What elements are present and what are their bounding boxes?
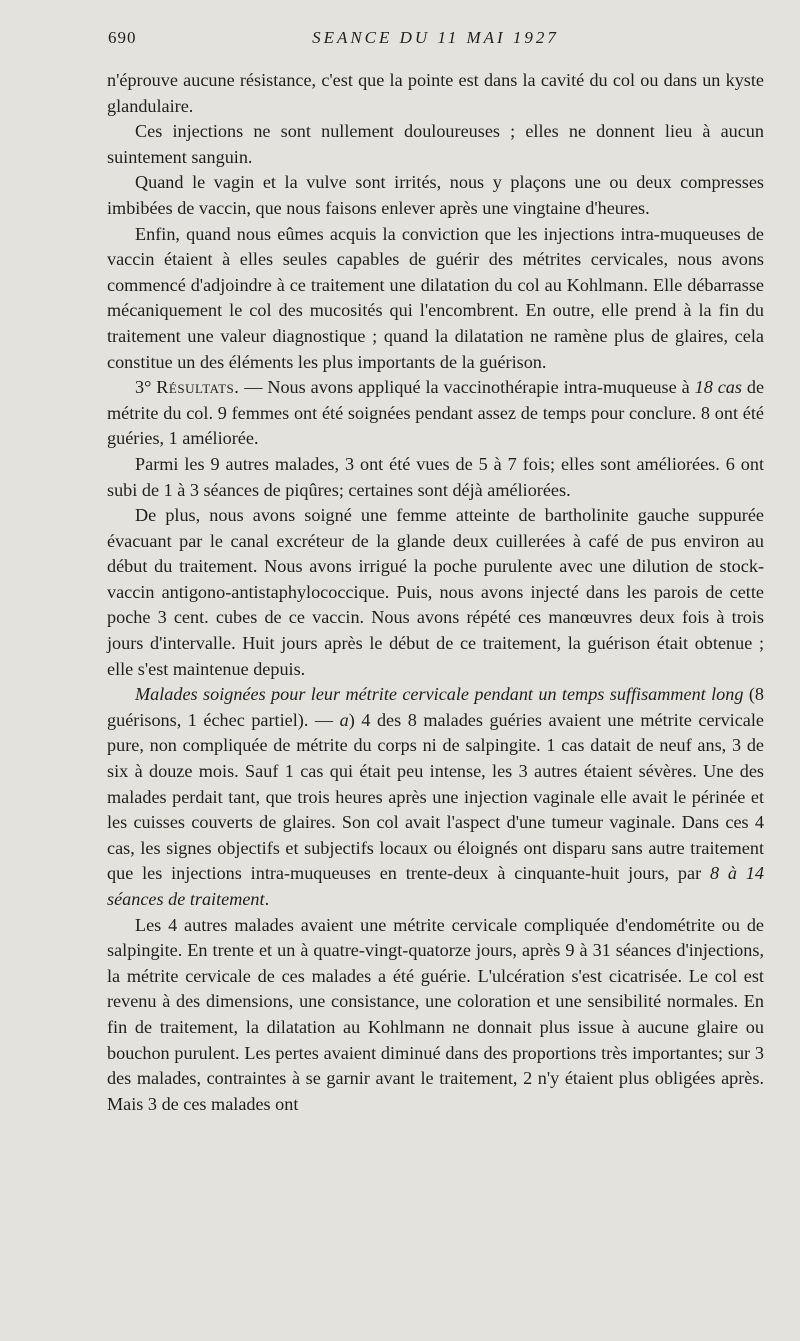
paragraph: Enfin, quand nous eûmes acquis la conviction que les injections intra-muqueuses de vaccin étaient à elles seules capables de guérir des métrites cervicales, nous avons commencé d'adjoindre à ce traitement une dilatation du col au Kohlmann. Elle débarrasse mécaniquement le col des mucosités qui l'encombrent. En outre, elle prend à la fin du traitement une valeur diagnostique ; quand la dilatation ne ramène plus de glaires, cela constitue un des éléments les plus importants de la guérison. xyxy=(107,223,764,372)
paragraph-long-treatment: Malades soignées pour leur métrite cervicale pendant un temps suffisamment long (8 guérisons, 1 échec partiel). — a) 4 des 8 malades guéries avaient une métrite cervicale pure, non compliquée de métrite du corps ni de salpingite. 1 cas datait de neuf ans, 3 de six à douze mois. Sauf 1 cas qui était peu intense, les 3 autres étaient sévères. Une des malades perdait tant, que trois heures après une injection vaginale elle avait le périnée et les cuisses couverts de glaires. Son col avait l'aspect d'une tumeur vaginale. Dans ces 4 cas, les signes objectifs et subjectifs locaux ou éloignés ont disparu sans autre traitement que les injections intra-muqueuses en trente-deux à cinquante-huit jours, par 8 à 14 séances de traitement. xyxy=(107,684,765,909)
paragraph: Parmi les 9 autres malades, 3 ont été vues de 5 à 7 fois; elles sont améliorées. 6 ont subi de 1 à 3 séances de piqûres; certaines sont déjà améliorées. xyxy=(107,453,764,500)
paragraph: Quand le vagin et la vulve sont irrités, nous y plaçons une ou deux compresses imbibées de vaccin, que nous faisons enlever après une vingtaine d'heures. xyxy=(107,172,764,218)
section-number: 3° xyxy=(135,377,152,398)
running-title: SEANCE DU 11 MAI 1927 xyxy=(312,28,559,47)
body-text xyxy=(107,68,764,1117)
paragraph: Les 4 autres malades avaient une métrite cervicale compliquée d'endométrite ou de salpingite. En trente et un à quatre-vingt-quatorze jours, après 9 à 31 séances d'injections, la métrite cervicale de ces malades a été guérie. L'ulcération s'est cicatrisée. Le col est revenu à des dimensions, une consistance, une coloration et une sensibilité normales. En fin de traitement, la dilatation au Kohlmann ne donnait plus issue à aucune glaire ou bouchon purulent. Les pertes avaient diminué dans des proportions très importantes; sur 3 des malades, contraintes à se garnir avant le traitement, 2 n'y étaient plus obligées après. Mais 3 de ces malades ont xyxy=(107,914,764,1114)
section-heading: Résultats. xyxy=(156,377,240,398)
paragraph-results: 3° Résultats. — Nous avons appliqué la vaccinothérapie intra-muqueuse à 18 cas de métrite du col. 9 femmes ont été soignées pendant assez de temps pour conclure. 8 ont été guéries, 1 améliorée. xyxy=(107,377,765,449)
paragraph: Ces injections ne sont nullement douloureuses ; elles ne donnent lieu à aucun suintement sanguin. xyxy=(107,121,764,167)
page-header xyxy=(108,28,763,50)
page-number: 690 xyxy=(108,28,137,47)
paragraph: n'éprouve aucune résistance, c'est que la pointe est dans la cavité du col ou dans un kyste glandulaire. xyxy=(107,70,764,116)
paragraph: De plus, nous avons soigné une femme atteinte de bartholinite gauche suppurée évacuant par le canal excréteur de la glande deux cuillerées à café de pus environ au début du traitement. Nous avons irrigué la poche purulente avec une dilution de stock-vaccin antigono-antistaphylococcique. Puis, nous avons injecté dans les parois de cette poche 3 cent. cubes de ce vaccin. Nous avons répété ces manœuvres deux fois à trois jours d'intervalle. Huit jours après le début de ce traitement, la guérison était obtenue ; elle s'est maintenue depuis. xyxy=(107,505,764,679)
